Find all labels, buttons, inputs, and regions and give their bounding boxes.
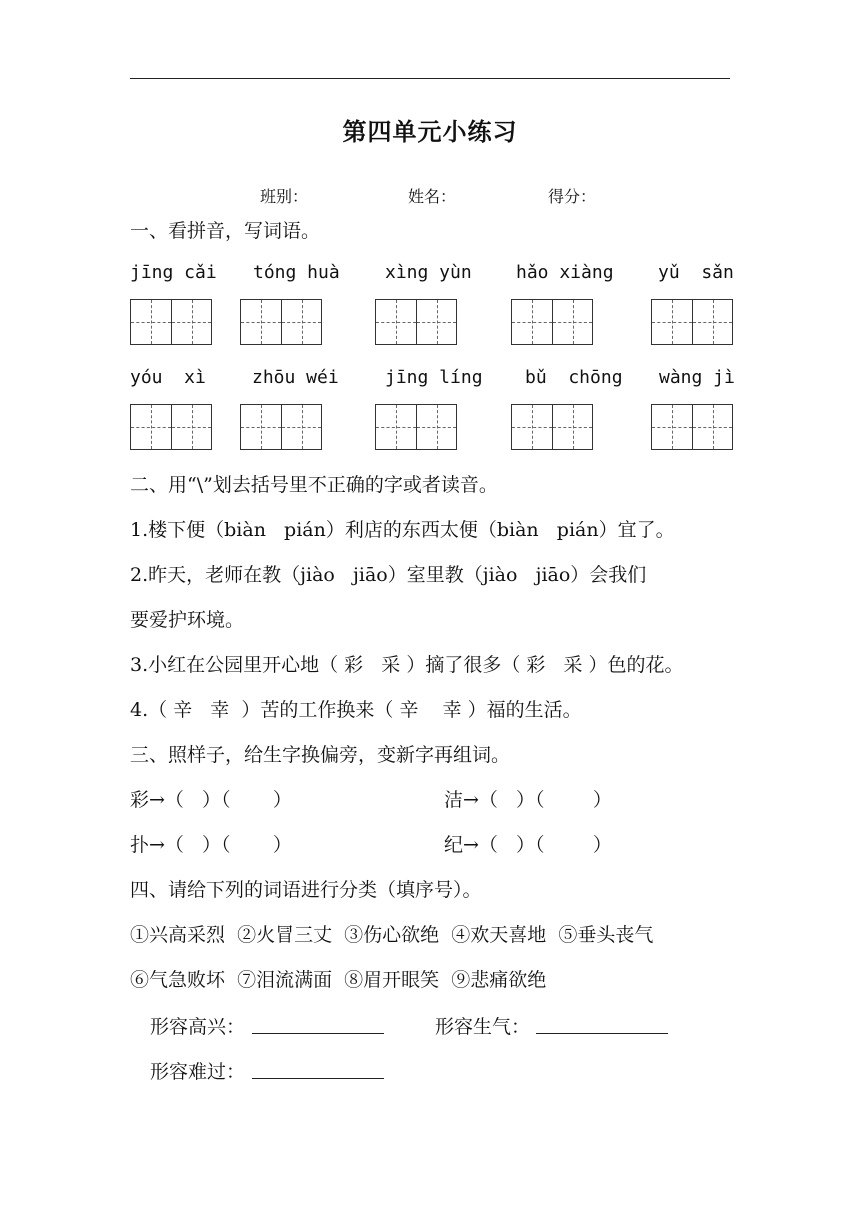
name-label: 姓名： [408, 187, 457, 206]
pinyin-6: yóu xì [130, 367, 206, 388]
pinyin-2: tóng huà [253, 262, 340, 283]
angry-answer-blank[interactable] [536, 1033, 668, 1034]
section-3-heading: 三、照样子，给生字换偏旁，变新字再组词。 [130, 744, 511, 766]
idiom-list: ①兴高采烈 ②火冒三丈 ③伤心欲绝 ④欢天喜地 ⑤垂头丧气 [130, 924, 654, 946]
question-line: 4.（ 辛 幸 ）苦的工作换来（ 辛 幸 ）福的生活。 [130, 699, 582, 721]
writing-grid[interactable] [240, 404, 322, 450]
sad-answer-blank[interactable] [252, 1078, 384, 1079]
pinyin-4: hǎo xiàng [516, 262, 614, 283]
section-2-heading: 二、用“\”划去括号里不正确的字或者读音。 [130, 474, 498, 496]
writing-grid[interactable] [375, 299, 457, 345]
score-label: 得分： [548, 187, 597, 206]
pinyin-3: xìng yùn [385, 262, 472, 283]
idiom-list: ⑥气急败坏 ⑦泪流满面 ⑧眉开眼笑 ⑨悲痛欲绝 [130, 969, 547, 991]
top-rule [130, 78, 730, 79]
page-title: 第四单元小练习 [342, 117, 518, 146]
question-line: 要爱护环境。 [130, 609, 245, 631]
section-4-heading: 四、请给下列的词语进行分类（填序号）。 [130, 879, 482, 901]
radical-item: 洁→（ ）（ ） [444, 789, 612, 811]
question-line: 3.小红在公园里开心地（ 彩 采 ）摘了很多（ 彩 采 ）色的花。 [130, 654, 684, 676]
radical-item: 纪→（ ）（ ） [444, 834, 612, 856]
class-label: 班别： [260, 187, 309, 206]
writing-grid[interactable] [651, 404, 733, 450]
radical-item: 彩→（ ）（ ） [130, 789, 292, 811]
question-line: 1.楼下便（biàn pián）利店的东西太便（biàn pián）宜了。 [130, 519, 675, 541]
pinyin-9: bǔ chōng [525, 367, 623, 388]
question-line: 2.昨天，老师在教（jiào jiāo）室里教（jiào jiāo）会我们 [130, 564, 647, 586]
writing-grid[interactable] [130, 299, 212, 345]
pinyin-10: wàng jì [659, 367, 735, 388]
radical-item: 扑→（ ）（ ） [130, 834, 292, 856]
pinyin-5: yǔ sǎn [658, 262, 734, 283]
writing-grid[interactable] [130, 404, 212, 450]
pinyin-7: zhōu wéi [252, 367, 339, 388]
sad-label: 形容难过： [150, 1061, 246, 1083]
happy-label: 形容高兴： [150, 1016, 246, 1038]
writing-grid[interactable] [240, 299, 322, 345]
writing-grid[interactable] [651, 299, 733, 345]
angry-label: 形容生气： [435, 1016, 531, 1038]
writing-grid[interactable] [511, 404, 593, 450]
writing-grid[interactable] [375, 404, 457, 450]
happy-answer-blank[interactable] [252, 1033, 384, 1034]
writing-grid[interactable] [511, 299, 593, 345]
pinyin-8: jīng líng [385, 367, 483, 388]
pinyin-1: jīng cǎi [130, 262, 217, 283]
section-1-heading: 一、看拼音，写词语。 [130, 220, 321, 242]
